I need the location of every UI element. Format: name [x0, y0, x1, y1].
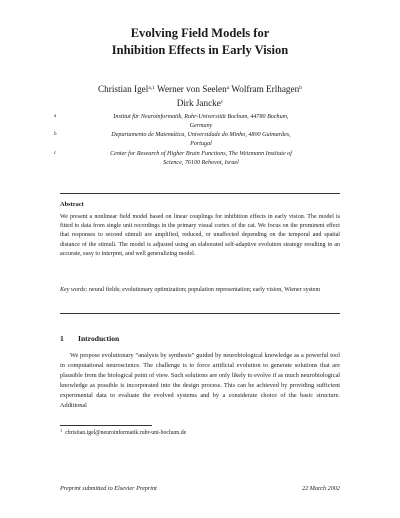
keywords	[60, 286, 340, 295]
author-name: Christian Igel	[98, 84, 149, 94]
paper-title	[0, 25, 400, 59]
affiliation-mark: a	[54, 114, 57, 119]
introduction-body: We propose evolutionary “analysis by synthesis” guided by neurobiological knowledge as a powerful tool in computational neuroscience. The challenge is to force artificial evolution to generate solutions that are plausible from the biological point of view. Such solutions are only likely to evolve if as much neurobiological knowledge as possible is incorporated into the design process. This can be achieved by providing sufficient experimental data to evaluate the evolved systems and by a considerate choice of the basic structure. Additional	[60, 352, 340, 409]
affiliation-b	[56, 131, 346, 149]
affiliation-line: Portugal	[190, 141, 212, 147]
author-name: Werner von Seelen	[157, 84, 227, 94]
abstract-bottom-rule	[60, 313, 340, 314]
author-list	[40, 82, 360, 110]
affiliation-line: Germany	[189, 123, 213, 129]
affiliation-line: Institut für Neuroinformatik, Ruhr-Universität Bochum, 44780 Bochum,	[113, 114, 289, 120]
affiliation-line: Departamento de Matemática, Universidade do Minho, 4800 Guimarães,	[111, 132, 291, 138]
preprint-note: Preprint submitted to Elsevier Preprint	[60, 485, 157, 492]
author-affil-mark: a,1	[148, 85, 155, 91]
author-name: Dirk Jancke	[176, 98, 221, 108]
abstract-top-rule	[60, 193, 340, 194]
abstract-heading: Abstract	[60, 201, 84, 208]
section-heading	[60, 334, 119, 343]
affiliation-mark: b	[54, 132, 57, 137]
footnote-email: christian.igel@neuroinformatik.ruhr-uni-bochum.de	[65, 430, 187, 436]
keywords-label: Key words:	[60, 287, 88, 293]
title-line-1: Evolving Field Models for	[130, 26, 270, 40]
affiliation-a	[56, 113, 346, 131]
affiliation-line: Science, 76100 Rehovot, Israel	[163, 160, 239, 166]
author-affil-mark: a	[226, 85, 230, 91]
author-affil-mark: b	[299, 85, 302, 91]
abstract-body: We present a nonlinear field model based on linear couplings for inhibition effects in early vision. The model is fitted to data from single unit recordings in the primary visual cortex of the cat. We focus on the prominent effect that responses to second stimuli are amplified, reduced, or unaffected depending on the temporal and spatial distance of the stimuli. The model is adjusted using an elaborated self-adaptive evolution strategy resulting in an accurate, easy to interpret, and well generalizing model.	[60, 214, 340, 257]
affiliation-c	[56, 150, 346, 168]
footnote-rule	[60, 425, 152, 426]
keywords-text: neural fields; evolutionary optimization; population representation; early vision, Wiener system	[89, 287, 321, 293]
section-title: Introduction	[78, 334, 120, 343]
affiliation-mark: c	[54, 151, 57, 156]
title-line-2: Inhibition Effects in Early Vision	[111, 43, 289, 57]
affiliation-line: Center for Research of Higher Brain Functions, The Weizmann Institute of	[110, 151, 292, 157]
author-affil-mark: c	[220, 99, 224, 105]
author-name: Wolfram Erlhagen	[231, 84, 300, 94]
preprint-date: 22 March 2002	[302, 485, 340, 492]
section-number: 1	[60, 334, 64, 343]
footnote-mark: 1	[60, 428, 63, 433]
footnote	[60, 428, 186, 436]
